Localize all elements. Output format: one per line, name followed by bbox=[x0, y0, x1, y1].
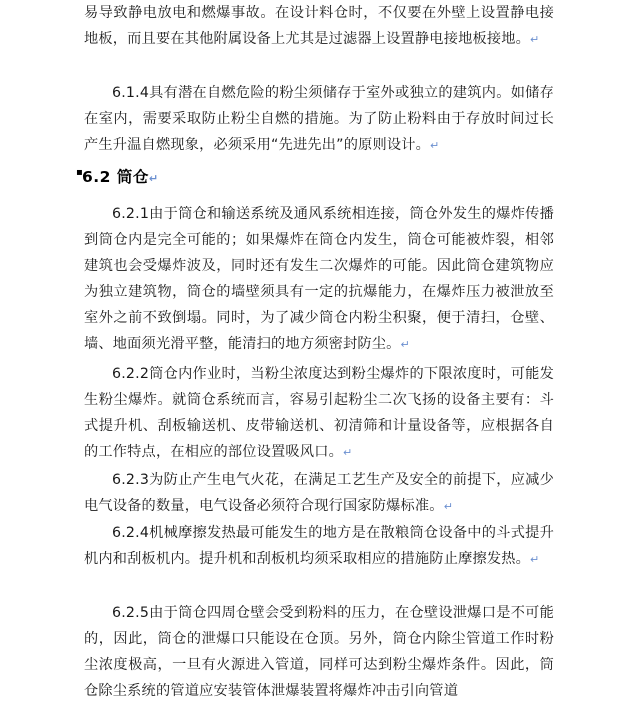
section-heading bbox=[76, 165, 159, 187]
paragraph-mark-icon: ↵ bbox=[530, 33, 540, 46]
paragraph-mark-icon: ↵ bbox=[430, 139, 440, 152]
paragraph-text: 6.2.3为防止产生电气火花，在满足工艺生产及安全的前提下，应减少电气设备的数量，电气设备必须符合现行国家防爆标准。 bbox=[84, 472, 554, 514]
paragraph-6-2-4 bbox=[84, 520, 554, 573]
paragraph-text: 6.1.4具有潜在自燃危险的粉尘须储存于室外或独立的建筑内。如储存在室内，需要采取防止粉尘自燃的措施。为了防止粉料由于存放时间过长产生升温自燃现象，必须采用“先进先出”的原则设计。 bbox=[84, 85, 554, 153]
paragraph-mark-icon: ↵ bbox=[443, 500, 454, 513]
paragraph-6-2-5 bbox=[84, 600, 554, 704]
heading-text: 6.2 筒仓 bbox=[82, 168, 149, 186]
paragraph-text: 易导致静电放电和燃爆事故。在设计料仓时，不仅要在外壁上设置静电接地板，而且要在其他附属设备上尤其是过滤器上设置静电接地板接地。 bbox=[84, 5, 554, 47]
paragraph-mark-icon: ↵ bbox=[342, 446, 353, 459]
paragraph-mark-icon: ↵ bbox=[400, 338, 410, 351]
paragraph-6-2-2 bbox=[84, 361, 554, 466]
paragraph-mark-icon: ↵ bbox=[148, 172, 159, 185]
paragraph-6-2-3 bbox=[84, 467, 554, 520]
paragraph-text: 6.2.5由于筒仓四周仓壁会受到粉料的压力，在仓壁设泄爆口是不可能的，因此，筒仓的泄爆口只能设在仓顶。另外，筒仓内除尘管道工作时粉尘浓度极高，一旦有火源进入管道，同样可达到粉尘爆炸条件。因此，筒仓除尘系统的管道应安装管体泄爆装置将爆炸冲击引向管道 bbox=[84, 605, 554, 699]
paragraph-mark-icon: ↵ bbox=[530, 553, 540, 566]
bullet-dot-icon: ▪ bbox=[76, 167, 84, 178]
paragraph-text: 6.2.2筒仓内作业时，当粉尘浓度达到粉尘爆炸的下限浓度时，可能发生粉尘爆炸。就筒仓系统而言，容易引起粉尘二次飞扬的设备主要有：斗式提升机、刮板输送机、皮带输送机、初清筛和计量设备等，应根据各自的工作特点，在相应的部位设置吸风口。 bbox=[84, 366, 554, 460]
paragraph-continuation bbox=[84, 0, 554, 53]
paragraph-6-2-1 bbox=[84, 201, 554, 358]
paragraph-text: 6.2.4机械摩擦发热最可能发生的地方是在散粮筒仓设备中的斗式提升机内和刮板机内。提升机和刮板机均须采取相应的措施防止摩擦发热。 bbox=[84, 525, 554, 567]
paragraph-6-1-4 bbox=[84, 80, 554, 159]
paragraph-text: 6.2.1由于筒仓和输送系统及通风系统相连接，筒仓外发生的爆炸传播到筒仓内是完全可能的；如果爆炸在筒仓内发生，筒仓可能被炸裂，相邻建筑也会受爆炸波及，同时还有发生二次爆炸的可能。因此筒仓建筑物应为独立建筑物，筒仓的墙壁须具有一定的抗爆能力，在爆炸压力被泄放至室外之前不致倒塌。同时，为了减少筒仓内粉尘积聚，便于清扫，仓壁、墙、地面须光滑平整，能清扫的地方须密封防尘。 bbox=[84, 206, 554, 352]
